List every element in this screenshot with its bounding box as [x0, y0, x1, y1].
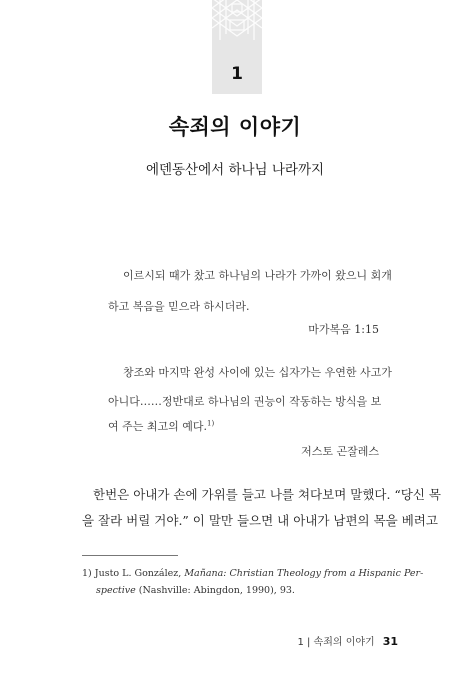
footnote-reference[interactable]: 1): [207, 419, 215, 428]
footnote-title: Mañana: Christian Theology from a Hispanic Per-: [184, 568, 424, 579]
epigraph-line: [108, 418, 214, 434]
epigraph-line: 아니다……정반대로 하나님의 권능이 작동하는 방식을 보: [108, 395, 382, 408]
chapter-subtitle: 에덴동산에서 하나님 나라까지: [145, 162, 325, 178]
running-footer: [297, 633, 398, 648]
footnote-author: Justo L. González,: [94, 568, 185, 579]
epigraph-line: 하고 복음을 믿으라 하시더라.: [108, 300, 250, 313]
footnote-line: [82, 568, 423, 579]
footnote-publication: (Nashville: Abingdon, 1990), 93.: [135, 585, 295, 596]
body-line: 한번은 아내가 손에 가위를 들고 나를 쳐다보며 말했다. “당신 목: [93, 487, 442, 502]
epigraph-line: 창조와 마지막 완성 사이에 있는 십자가는 우연한 사고가: [123, 366, 392, 379]
page-number: 31: [382, 635, 398, 648]
epigraph-source: 저스토 곤잘레스: [301, 445, 379, 458]
footnote-title-continued: spective: [96, 585, 136, 596]
footnote-line: [96, 585, 295, 596]
body-line: 을 잘라 버릴 거야.” 이 말만 들으면 내 아내가 남편의 목을 베려고: [82, 513, 438, 528]
footnote-number: 1): [82, 568, 92, 579]
epigraph-source: 마가복음 1:15: [308, 323, 379, 336]
epigraph-line: 이르시되 때가 찼고 하나님의 나라가 가까이 왔으니 회개: [123, 269, 392, 282]
running-head: 1 | 속죄의 이야기: [297, 637, 375, 648]
chapter-number: 1: [231, 64, 243, 84]
chapter-title: 속죄의 이야기: [168, 115, 302, 139]
epigraph-line-text: 여 주는 최고의 예다.: [108, 420, 207, 433]
footnote-divider: [82, 555, 178, 556]
